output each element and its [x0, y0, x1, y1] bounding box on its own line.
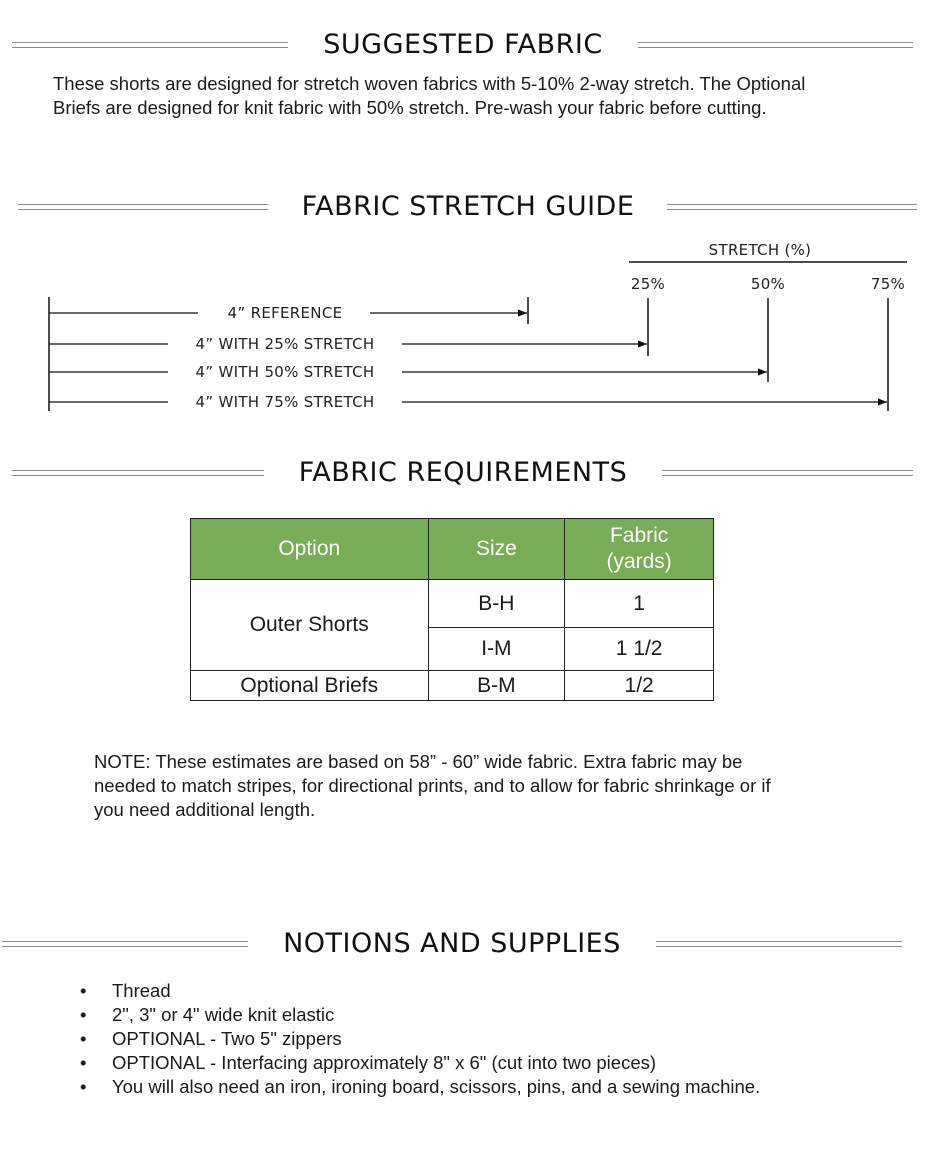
notions-list	[80, 979, 760, 1099]
bullet-icon: •	[80, 1004, 87, 1025]
row75-label: 4” WITH 75% STRETCH	[195, 393, 375, 411]
heading-rule-left	[2, 941, 248, 947]
text-line: needed to match stripes, for directional prints, and to allow for fabric shrinkage or if	[94, 775, 771, 796]
list-item-text: You will also need an iron, ironing board, scissors, pins, and a sewing machine.	[112, 1076, 761, 1097]
ref-label: 4” REFERENCE	[227, 304, 343, 322]
table-row	[191, 671, 714, 701]
cell-option: Optional Briefs	[191, 671, 429, 701]
cell-fabric: 1/2	[565, 671, 714, 701]
bullet-icon: •	[80, 980, 87, 1001]
fabric-requirements-heading	[0, 453, 944, 493]
stretch-tick-25: 25%	[630, 275, 666, 293]
heading-rule-right	[656, 941, 902, 947]
list-item-text: Thread	[112, 980, 171, 1001]
header-fabric-line: (yards)	[606, 550, 672, 573]
notions-heading	[0, 924, 944, 964]
header-fabric-line: Fabric	[609, 524, 669, 547]
section-title: FABRIC STRETCH GUIDE	[301, 191, 635, 222]
list-item-text: 2", 3" or 4" wide knit elastic	[112, 1004, 335, 1025]
table-header-row	[191, 519, 714, 580]
list-item	[80, 1003, 760, 1027]
table-row	[191, 580, 714, 628]
cell-size: I-M	[428, 628, 565, 671]
cell-fabric: 1 1/2	[565, 628, 714, 671]
text-line: Briefs are designed for knit fabric with 50% stretch. Pre-wash your fabric before cutting.	[53, 97, 767, 118]
heading-rule-right	[662, 470, 913, 476]
bullet-icon: •	[80, 1028, 87, 1049]
header-size: Size	[428, 519, 565, 580]
stretch-axis-label: STRETCH (%)	[708, 241, 812, 259]
text-line: you need additional length.	[94, 799, 316, 820]
fabric-note	[94, 750, 914, 822]
text-line: These shorts are designed for stretch woven fabrics with 5-10% 2-way stretch. The Optional	[53, 73, 806, 94]
section-title: SUGGESTED FABRIC	[323, 29, 603, 60]
list-item	[80, 1075, 760, 1099]
row25-label: 4” WITH 25% STRETCH	[195, 335, 375, 353]
cell-fabric: 1	[565, 580, 714, 628]
text-line: NOTE: These estimates are based on 58” - 60” wide fabric. Extra fabric may be	[94, 751, 743, 772]
header-option: Option	[191, 519, 429, 580]
bullet-icon: •	[80, 1052, 87, 1073]
stretch-tick-50: 50%	[750, 275, 786, 293]
fabric-requirements-table	[190, 518, 714, 701]
bullet-icon: •	[80, 1076, 87, 1097]
stretch-tick-75: 75%	[870, 275, 906, 293]
section-title: NOTIONS AND SUPPLIES	[283, 928, 621, 959]
section-title: FABRIC REQUIREMENTS	[298, 457, 628, 488]
heading-rule-left	[12, 470, 264, 476]
header-fabric	[565, 519, 714, 580]
stretch-guide-diagram	[0, 0, 944, 430]
list-item-text: OPTIONAL - Interfacing approximately 8" x 6" (cut into two pieces)	[112, 1052, 657, 1073]
list-item	[80, 1027, 760, 1051]
row50-label: 4” WITH 50% STRETCH	[195, 363, 375, 381]
cell-size: B-H	[428, 580, 565, 628]
list-item-text: OPTIONAL - Two 5" zippers	[112, 1028, 342, 1049]
cell-size: B-M	[428, 671, 565, 701]
cell-option: Outer Shorts	[191, 580, 429, 671]
list-item	[80, 1051, 760, 1075]
list-item	[80, 979, 760, 1003]
